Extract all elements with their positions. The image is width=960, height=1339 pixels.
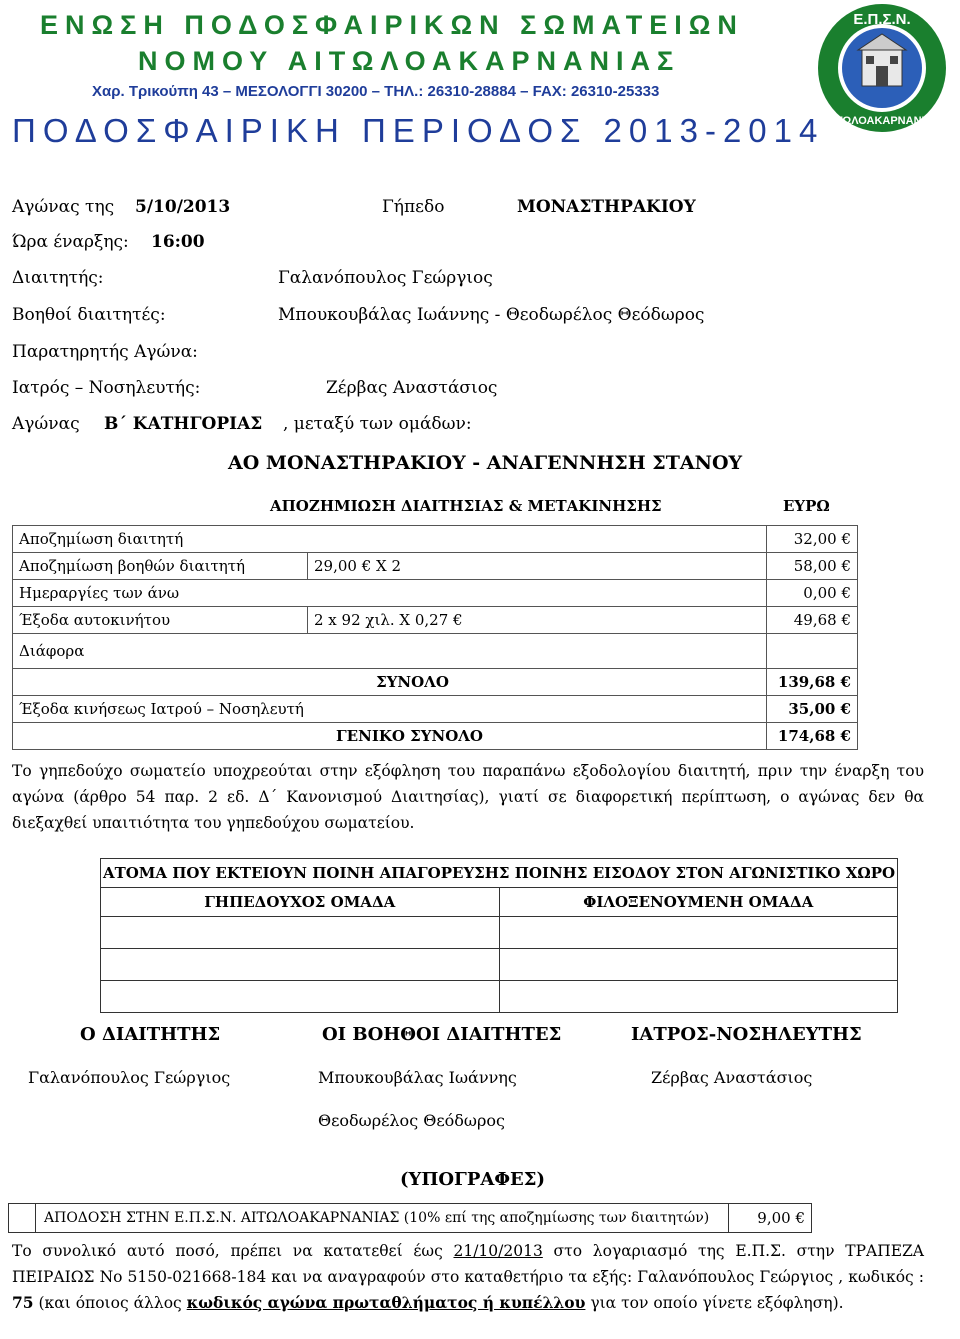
union-name-line2: ΝΟΜΟΥ ΑΙΤΩΛΟΑΚΑΡΝΑΝΙΑΣ [138, 46, 681, 76]
fee-amount: 32,00 € [767, 526, 858, 553]
fee-row [13, 580, 858, 607]
remittance-table [8, 1203, 812, 1233]
fees-table [12, 525, 858, 750]
match-date: 5/10/2013 [135, 197, 231, 217]
fee-row [13, 634, 858, 669]
ban-away-cell[interactable] [499, 949, 898, 981]
assistant1-signature-name: Μπουκουβάλας Ιωάννης [318, 1068, 517, 1087]
fee-amount: 49,68 € [767, 607, 858, 634]
banned-persons-table [100, 858, 898, 1013]
ban-away-header: ΦΙΛΟΞΕΝΟΥΜΕΝΗ ΟΜΑΔΑ [499, 888, 898, 917]
deposit-text-2: στο λογαριασμό της Ε.Π.Σ. στην ΤΡΑΠΕΖΑ ΠΕΙΡΑΙΩΣ Νο 5150-021668-184 και να αναγραφούν στο καταθετήριο τα εξής: Γαλανόπουλος Γεώργιος , κωδικός : [12, 1242, 924, 1286]
doctor-title: ΙΑΤΡΟΣ-ΝΟΣΗΛΕΥΤΗΣ [631, 1024, 862, 1045]
assistants-title: ΟΙ ΒΟΗΘΟΙ ΔΙΑΙΤΗΤΕΣ [322, 1024, 562, 1045]
fee-label: Διάφορα [13, 634, 767, 669]
fee-detail: 29,00 € Χ 2 [308, 553, 767, 580]
obligation-text: Το γηπεδούχο σωματείο υποχρεούται στην εξόφληση του παραπάνω εξοδολογίου διαιτητή, πριν την έναρξη του αγώνα (άρθρο 54 παρ. 2 εδ. Δ΄ Κανονισμού Διαιτησίας), γιατί σε διαφορετική περίπτωση, ο αγώνας δεν θα διεξαχθεί υπαιτιότητα του γηπεδούχου σωματείου. [12, 762, 924, 832]
referee-label: Διαιτητής: [12, 268, 104, 288]
fee-row [13, 553, 858, 580]
referee-title: Ο ΔΙΑΙΤΗΤΗΣ [80, 1024, 221, 1045]
category-prefix: Αγώνας [12, 414, 80, 434]
match-date-label: Αγώνας της [12, 197, 115, 217]
observer-label: Παρατηρητής Αγώνα: [12, 342, 198, 362]
match-category: Β΄ ΚΑΤΗΓΟΡΙΑΣ [104, 414, 263, 434]
grand-total-label: ΓΕΝΙΚΟ ΣΥΝΟΛΟ [336, 727, 483, 745]
doctor-expenses-label: Έξοδα κινήσεως Ιατρού – Νοσηλευτή [13, 696, 767, 723]
match-code-note: κωδικός αγώνα πρωταθλήματος ή κυπέλλου [186, 1293, 586, 1312]
doctor-expenses-amount: 35,00 € [767, 696, 858, 723]
field-label: Γήπεδο [382, 197, 445, 217]
ban-home-header: ΓΗΠΕΔΟΥΧΟΣ ΟΜΑΔΑ [101, 888, 500, 917]
union-name-line1: ΕΝΩΣΗ ΠΟΔΟΣΦΑΙΡΙΚΩΝ ΣΩΜΑΤΕΙΩΝ [40, 10, 744, 40]
signatures-label: (ΥΠΟΓΡΑΦΕΣ) [400, 1169, 545, 1190]
fee-amount: 0,00 € [767, 580, 858, 607]
deposit-text-4: για τον οποίο γίνετε εξόφληση). [585, 1294, 844, 1312]
deposit-deadline: 21/10/2013 [453, 1242, 543, 1260]
grand-total-amount: 174,68 € [767, 723, 858, 750]
doctor-expenses-row [13, 696, 858, 723]
remittance-checkbox[interactable] [9, 1204, 36, 1233]
ban-home-cell[interactable] [101, 949, 500, 981]
assistant2-signature-name: Θεοδωρέλος Θεόδωρος [318, 1111, 505, 1130]
subtotal-row [13, 669, 858, 696]
assistants-label: Βοηθοί διαιτητές: [12, 305, 166, 325]
field-name: ΜΟΝΑΣΤΗΡΑΚΙΟΥ [517, 197, 696, 217]
ban-home-cell[interactable] [101, 917, 500, 949]
fee-detail: 2 x 92 χιλ. Χ 0,27 € [308, 607, 767, 634]
ban-away-cell[interactable] [499, 917, 898, 949]
union-address: Χαρ. Τρικούπη 43 – ΜΕΣΟΛΟΓΓΙ 30200 – ΤΗΛ.: 26310-28884 – FAX: 26310-25333 [92, 83, 660, 100]
ban-away-cell[interactable] [499, 981, 898, 1013]
fee-label: Έξοδα αυτοκινήτου [13, 607, 308, 634]
subtotal-label: ΣΥΝΟΛΟ [376, 673, 449, 691]
remittance-amount: 9,00 € [729, 1204, 812, 1233]
teams: ΑΟ ΜΟΝΑΣΤΗΡΑΚΙΟΥ - ΑΝΑΓΕΝΝΗΣΗ ΣΤΑΝΟΥ [228, 452, 743, 474]
fees-title: ΑΠΟΖΗΜΙΩΣΗ ΔΙΑΙΤΗΣΙΑΣ & ΜΕΤΑΚΙΝΗΣΗΣ [270, 497, 662, 515]
assistants-names: Μπουκουβάλας Ιωάννης - Θεοδωρέλος Θεόδωρος [278, 305, 705, 325]
fee-amount: 58,00 € [767, 553, 858, 580]
doctor-signature-name: Ζέρβας Αναστάσιος [651, 1068, 813, 1087]
deposit-instructions [12, 1238, 924, 1316]
grand-total-row [13, 723, 858, 750]
fee-label: Ημεραργίες των άνω [13, 580, 767, 607]
referee-code: 75 [12, 1293, 34, 1312]
referee-signature-name: Γαλανόπουλος Γεώργιος [28, 1068, 231, 1087]
fees-currency-header: ΕΥΡΩ [783, 497, 830, 515]
doctor-name: Ζέρβας Αναστάσιος [326, 378, 498, 398]
fee-amount [767, 634, 858, 669]
svg-text:Ε.Π.Σ.Ν.: Ε.Π.Σ.Ν. [853, 11, 911, 28]
ban-home-cell[interactable] [101, 981, 500, 1013]
start-time-label: Ώρα έναρξης: [12, 232, 129, 252]
remittance-text: ΑΠΟΔΟΣΗ ΣΤΗΝ Ε.Π.Σ.Ν. ΑΙΤΩΛΟΑΚΑΡΝΑΝΙΑΣ (10% επί της αποζημίωσης των διαιτητών) [36, 1204, 729, 1233]
subtotal-amount: 139,68 € [767, 669, 858, 696]
start-time: 16:00 [151, 232, 205, 252]
category-suffix: , μεταξύ των ομάδων: [283, 414, 472, 434]
doctor-label: Ιατρός – Νοσηλευτής: [12, 378, 201, 398]
fee-row [13, 526, 858, 553]
deposit-text-3: (και όποιος άλλος [33, 1294, 187, 1312]
referee-name: Γαλανόπουλος Γεώργιος [278, 268, 493, 288]
season-title: ΠΟΔΟΣΦΑΙΡΙΚΗ ΠΕΡΙΟΔΟΣ 2013-2014 [12, 112, 825, 149]
deposit-text-1: Το συνολικό αυτό ποσό, πρέπει να κατατεθεί έως [12, 1242, 454, 1260]
fee-label: Αποζημίωση βοηθών διαιτητή [13, 553, 308, 580]
fee-label: Αποζημίωση διαιτητή [13, 526, 767, 553]
union-logo [810, 2, 960, 134]
ban-table-title: ΑΤΟΜΑ ΠΟΥ ΕΚΤΕΙΟΥΝ ΠΟΙΝΗ ΑΠΑΓΟΡΕΥΣΗΣ ΠΟΙΝΗΣ ΕΙΣΟΔΟΥ ΣΤΟΝ ΑΓΩΝΙΣΤΙΚΟ ΧΩΡΟ [101, 859, 898, 888]
svg-text:ΑΙΤΩΛΟΑΚΑΡΝΑΝΙΑΣ: ΑΙΤΩΛΟΑΚΑΡΝΑΝΙΑΣ [824, 115, 940, 127]
fee-row [13, 607, 858, 634]
